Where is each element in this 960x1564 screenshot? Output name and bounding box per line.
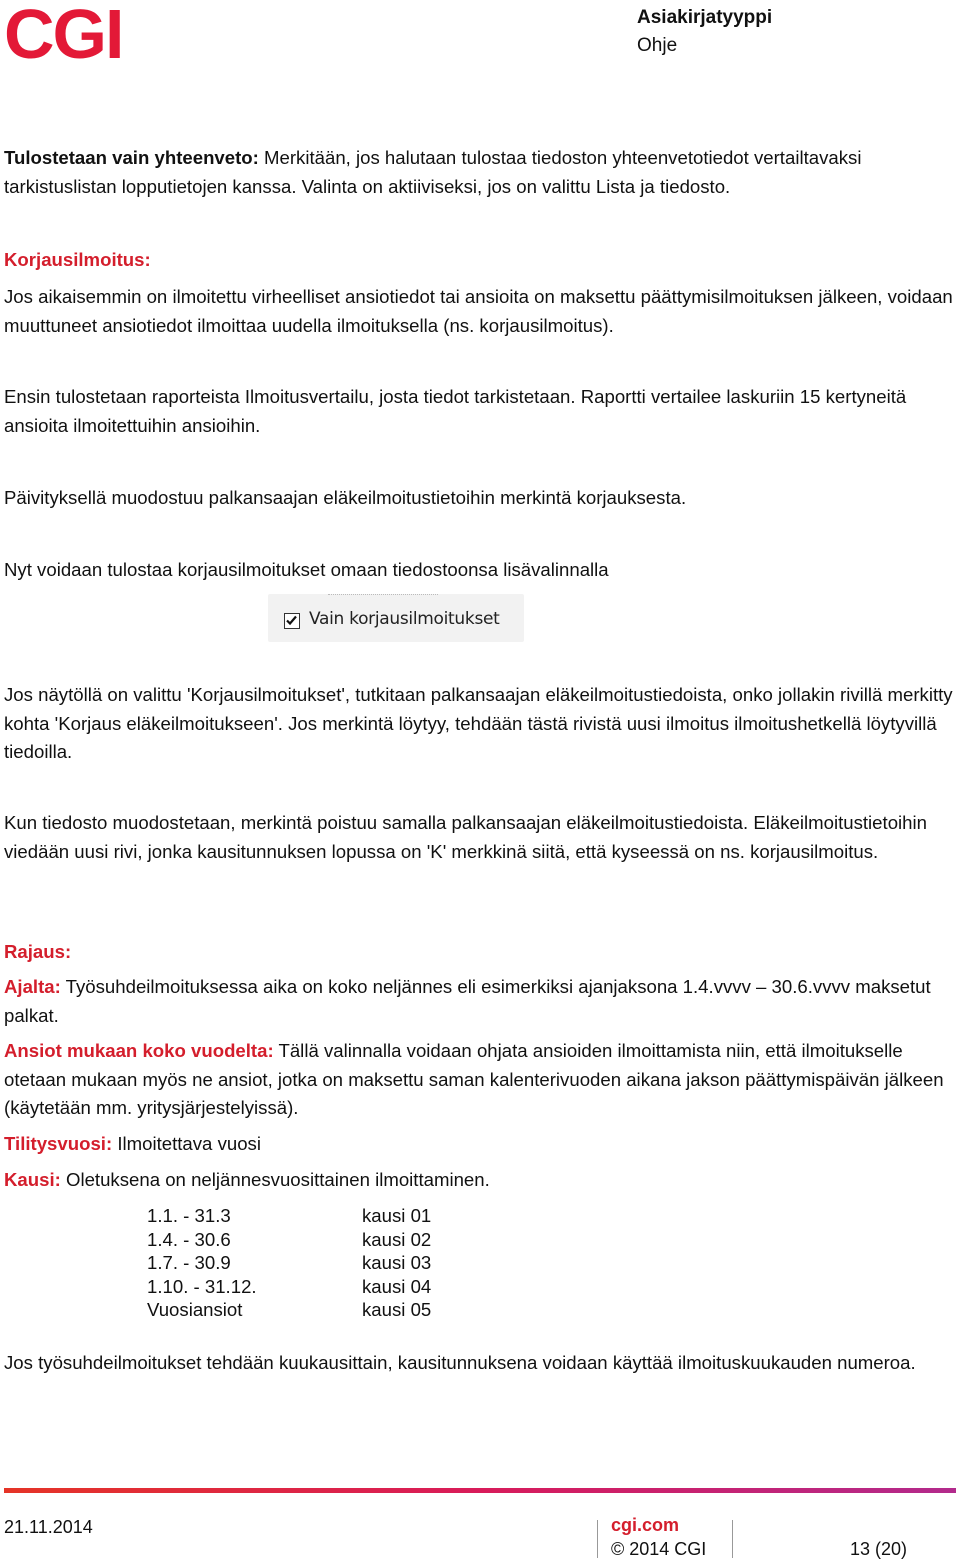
- footer-divider: [4, 1488, 956, 1493]
- footer-url-link[interactable]: cgi.com: [611, 1515, 680, 1535]
- checkbox-checked-icon: [284, 613, 300, 629]
- update-text: Päivityksellä muodostuu palkansaajan eläkeilmoitustietoihin merkintä korjauksesta.: [4, 487, 687, 508]
- file-creation-text: Kun tiedosto muodostetaan, merkintä poistuu samalla palkansaajan eläkeilmoitustiedoista. Eläkeilmoitustietoihin viedään uusi rivi, jonka kausitunnuksen lopussa on 'K' merkkinä siitä, että kyseessä on ns. korjausilmoitus.: [4, 812, 927, 862]
- paragraph-screen-selection: [4, 681, 954, 767]
- rajaus-heading-text: Rajaus:: [4, 941, 72, 962]
- period-range: 1.7. - 30.9: [147, 1252, 231, 1273]
- period-row: [147, 1228, 431, 1252]
- paragraph-monthly: [4, 1349, 954, 1378]
- footer-separator: [732, 1520, 733, 1558]
- document-type: [637, 4, 772, 60]
- paragraph-tilitysvuosi: [4, 1130, 954, 1159]
- ajalta-label: Ajalta:: [4, 976, 61, 997]
- option-text: Nyt voidaan tulostaa korjausilmoitukset omaan tiedostoonsa lisävalinnalla: [4, 559, 609, 580]
- report-text: Ensin tulostetaan raporteista Ilmoitusvertailu, josta tiedot tarkistetaan. Raportti vertailee laskuriin 15 kertyneitä ansioita ilmoitettuihin ansioihin.: [4, 386, 907, 436]
- footer-date: 21.11.2014: [4, 1517, 93, 1537]
- paragraph-ajalta: [4, 973, 954, 1030]
- document-type-title: Asiakirjatyyppi: [637, 7, 773, 28]
- ansiot-text: Tällä valinnalla voidaan ohjata ansioiden ilmoittamista niin, että ilmoitukselle otetaan mukaan myös ne ansiot, jotka on maksettu saman kalenterivuoden aikana jakson päättymispäivän jälkeen (käytetään mm. yritysjärjestelyissä).: [4, 1040, 944, 1118]
- footer-page-number: 13 (20): [850, 1539, 908, 1559]
- korjausilmoitus-heading: [4, 246, 954, 275]
- monthly-text: Jos työsuhdeilmoitukset tehdään kuukausittain, kausitunnuksena voidaan käyttää ilmoituskuukauden numeroa.: [4, 1352, 916, 1373]
- footer-separator: [597, 1520, 598, 1558]
- period-code: kausi 04: [362, 1275, 432, 1297]
- period-row: [147, 1251, 431, 1275]
- korjausilmoitus-heading-text: Korjausilmoitus:: [4, 249, 151, 270]
- paragraph-summary-only: [4, 144, 954, 201]
- summary-only-label: Tulostetaan vain yhteenveto:: [4, 147, 259, 168]
- paragraph-correction-intro: [4, 283, 954, 340]
- period-row: [147, 1204, 431, 1228]
- footer-copyright: © 2014 CGI: [611, 1539, 707, 1559]
- rajaus-heading: [4, 938, 954, 967]
- period-range: Vuosiansiot: [147, 1299, 243, 1320]
- period-row: [147, 1298, 431, 1322]
- summary-only-text: Merkitään, jos halutaan tulostaa tiedoston yhteenvetotiedot vertailtavaksi tarkistuslistan lopputietojen kanssa. Valinta on aktiiviseksi, jos on valittu Lista ja tiedosto.: [4, 147, 862, 197]
- period-code: kausi 05: [362, 1299, 432, 1320]
- cgi-logo: [4, 2, 132, 62]
- paragraph-ansiot: [4, 1037, 954, 1123]
- ansiot-label: Ansiot mukaan koko vuodelta:: [4, 1040, 274, 1061]
- period-row: [147, 1275, 431, 1299]
- screen-selection-text: Jos näytöllä on valittu 'Korjausilmoitukset', tutkitaan palkansaajan eläkeilmoitustiedoista, onko jollakin rivillä merkitty kohta 'Korjaus eläkeilmoitukseen'. Jos merkintä löytyy, tehdään tästä rivistä uusi ilmoitus ilmoitushetkellä löytyvillä tiedoilla.: [4, 684, 953, 762]
- checkbox-label: Vain korjausilmoitukset: [309, 609, 500, 629]
- ajalta-text: Työsuhdeilmoituksessa aika on koko neljännes eli esimerkiksi ajanjaksona 1.4.vvvv – 30.6.vvvv maksetut palkat.: [4, 976, 931, 1026]
- tilitysvuosi-text: Ilmoitettava vuosi: [112, 1133, 261, 1154]
- period-range: 1.4. - 30.6: [147, 1228, 231, 1250]
- period-table: [147, 1204, 431, 1322]
- period-range: 1.1. - 31.3: [147, 1205, 231, 1226]
- paragraph-kausi: [4, 1166, 954, 1195]
- tilitysvuosi-label: Tilitysvuosi:: [4, 1133, 113, 1154]
- period-range: 1.10. - 31.12.: [147, 1275, 257, 1297]
- paragraph-file-creation: [4, 809, 954, 866]
- correction-intro-text: Jos aikaisemmin on ilmoitettu virheelliset ansiotiedot tai ansioita on maksettu päättymisilmoituksen jälkeen, voidaan muuttuneet ansiotiedot ilmoittaa uudella ilmoituksella (ns. korjausilmoitus).: [4, 286, 953, 336]
- paragraph-option: [4, 556, 954, 585]
- kausi-text: Oletuksena on neljännesvuosittainen ilmoittaminen.: [60, 1169, 490, 1190]
- document-type-subtitle: Ohje: [637, 35, 678, 56]
- period-code: kausi 03: [362, 1252, 432, 1273]
- svg-text:CGI: CGI: [4, 2, 123, 62]
- correction-checkbox-screenshot: [268, 594, 524, 642]
- paragraph-update: [4, 484, 954, 513]
- period-code: kausi 02: [362, 1228, 432, 1250]
- period-code: kausi 01: [362, 1205, 432, 1226]
- divider: [328, 594, 438, 599]
- kausi-label: Kausi:: [4, 1169, 61, 1190]
- paragraph-report: [4, 383, 954, 440]
